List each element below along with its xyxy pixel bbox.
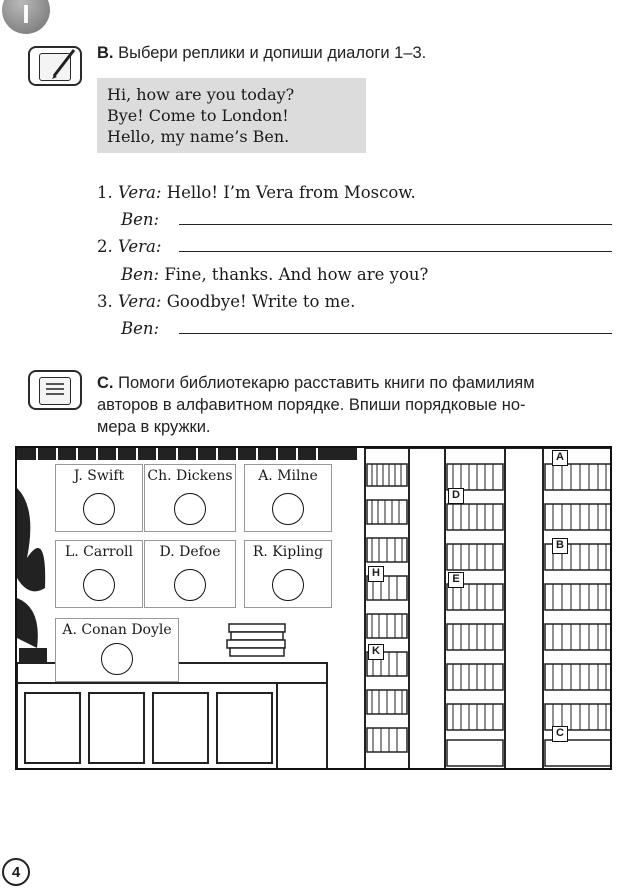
shelf-label-k: K	[368, 644, 384, 660]
shelf-label-c: C	[552, 726, 568, 742]
shelf-label-d: D	[448, 488, 464, 504]
shelf-label-a: A	[552, 450, 568, 466]
speaker-label: Ben:	[121, 210, 160, 229]
dialogue-number: 3.	[97, 292, 113, 311]
order-circle[interactable]	[272, 493, 304, 525]
answer-line-1[interactable]	[179, 224, 612, 225]
task-c-text: мера в кружки.	[97, 418, 211, 436]
speaker-label: Ben:	[121, 319, 160, 338]
order-circle[interactable]	[174, 493, 206, 525]
writing-task-icon	[28, 46, 82, 86]
task-b-text: Выбери реплики и допиши диалоги 1–3.	[118, 44, 427, 62]
dialogue-2-line-1	[97, 236, 161, 258]
speaker-label: Vera:	[118, 183, 162, 202]
dialogue-text: Fine, thanks. And how are you?	[164, 265, 429, 284]
task-c-letter: C.	[97, 374, 114, 392]
unit-number: I	[22, 0, 30, 29]
book-card-defoe	[144, 540, 236, 608]
book-card-conan-doyle	[55, 618, 179, 682]
book-card-kipling	[244, 540, 332, 608]
answer-line-3[interactable]	[179, 333, 612, 334]
unit-badge	[2, 0, 50, 34]
book-author: Ch. Dickens	[147, 468, 233, 484]
book-author: D. Defoe	[159, 544, 221, 560]
dialogue-1-line-1	[97, 182, 416, 204]
task-c-instruction	[97, 372, 612, 438]
task-b-instruction	[97, 42, 426, 64]
dialogue-3-line-1	[97, 291, 355, 313]
shelf-label-e: E	[448, 572, 464, 588]
dialogue-text: Goodbye! Write to me.	[166, 292, 356, 311]
task-b-letter: B.	[97, 44, 114, 62]
answer-line-2[interactable]	[179, 251, 612, 252]
pencil-icon	[28, 46, 82, 86]
book-author: R. Kipling	[252, 544, 324, 560]
speaker-label: Vera:	[118, 237, 162, 256]
dialogue-number: 2.	[97, 237, 113, 256]
book-card-milne	[244, 464, 332, 532]
speaker-label: Ben:	[121, 265, 160, 284]
phrase-item: Bye! Come to London!	[107, 106, 289, 125]
shelf-label-b: B	[552, 538, 568, 554]
phrase-item: Hi, how are you today?	[107, 85, 295, 104]
dialogue-number: 1.	[97, 183, 113, 202]
order-circle[interactable]	[83, 493, 115, 525]
order-circle[interactable]	[101, 643, 133, 675]
dialogue-1-line-2	[121, 209, 159, 231]
shelf-label-h: H	[368, 566, 384, 582]
book-card-carroll	[55, 540, 143, 608]
order-circle[interactable]	[83, 569, 115, 601]
library-illustration	[15, 446, 612, 770]
reading-task-icon	[28, 370, 82, 410]
phrase-box	[97, 78, 366, 153]
dialogue-3-line-2	[121, 318, 159, 340]
book-card-dickens	[144, 464, 236, 532]
speaker-label: Vera:	[118, 292, 162, 311]
book-card-swift	[55, 464, 143, 532]
order-circle[interactable]	[174, 569, 206, 601]
document-icon	[28, 370, 82, 410]
order-circle[interactable]	[272, 569, 304, 601]
task-c-text: авторов в алфавитном порядке. Впиши порядковые но-	[97, 396, 526, 414]
task-c-text: Помоги библиотекарю расставить книги по фамилиям	[118, 374, 535, 392]
page-number: 4	[2, 858, 30, 886]
book-author: L. Carroll	[64, 544, 134, 560]
dialogue-2-line-2	[121, 264, 428, 286]
book-author: A. Milne	[258, 468, 318, 484]
book-author: J. Swift	[73, 468, 125, 484]
book-author: A. Conan Doyle	[62, 622, 172, 638]
phrase-item: Hello, my name’s Ben.	[107, 127, 290, 146]
dialogue-text: Hello! I’m Vera from Moscow.	[166, 183, 416, 202]
